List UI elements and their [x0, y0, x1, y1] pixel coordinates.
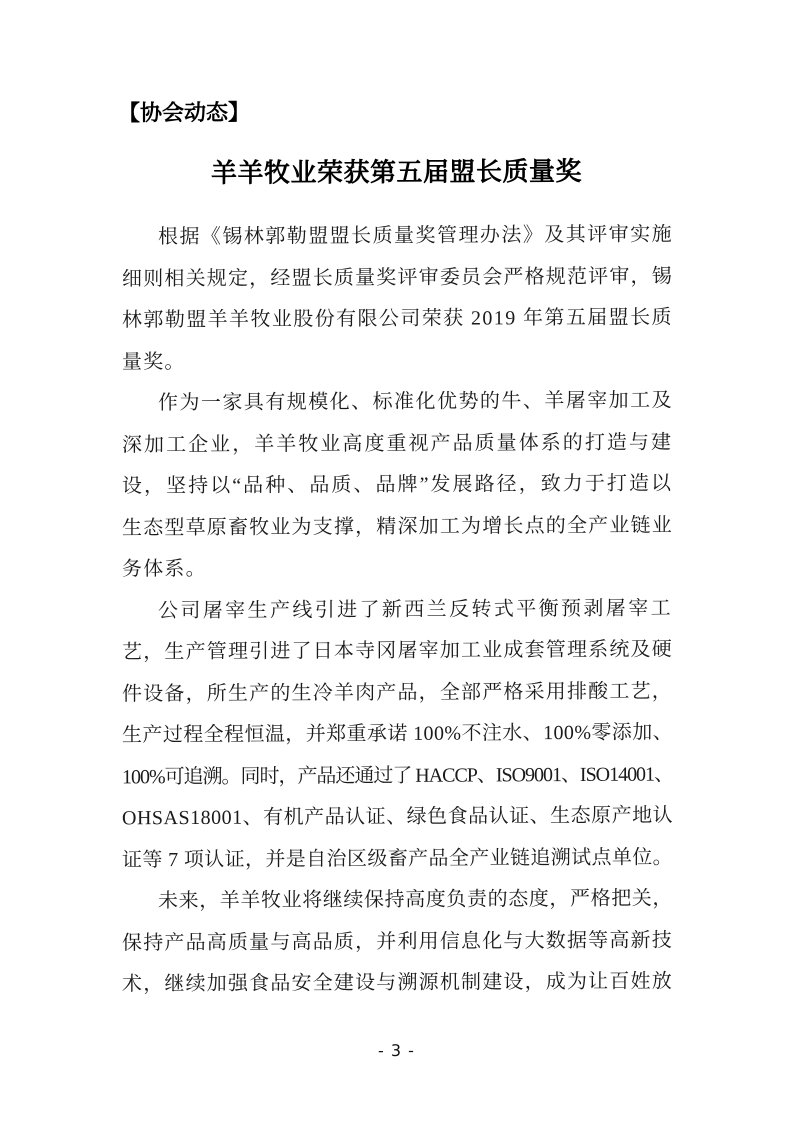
body-line — [122, 878, 673, 922]
body-line-text: 作为一家具有规模化、标准化优势的牛、羊屠宰加工及 — [158, 389, 674, 415]
body-line-text: 公司屠宰生产线引进了新西兰反转式平衡预剥屠宰工 — [158, 596, 673, 622]
body-line — [122, 297, 673, 341]
body-line — [122, 422, 673, 466]
body-line-text: 林郭勒盟羊羊牧业股份有限公司荣获 2019 年第五届盟长质 — [122, 306, 673, 332]
body-line-text: 件设备，所生产的生冷羊肉产品，全部严格采用排酸工艺， — [122, 679, 673, 705]
body-line — [122, 629, 673, 673]
body-line — [122, 256, 673, 300]
article-title: 羊羊牧业荣获第五届盟长质量奖 — [210, 156, 582, 188]
body-line — [122, 505, 673, 549]
body-line — [122, 754, 673, 798]
body-line — [122, 380, 673, 424]
body-line — [122, 920, 673, 964]
body-paragraph — [122, 380, 673, 590]
body-line-text: 术，继续加强食品安全建设与溯源机制建设，成为让百姓放 — [122, 970, 673, 996]
section-header: 【协会动态】 — [118, 99, 251, 126]
article-body — [122, 214, 673, 1005]
body-paragraph — [122, 214, 673, 383]
body-line — [122, 339, 673, 383]
body-line — [122, 671, 673, 715]
body-line-text: 设，坚持以“品种、品质、品牌”发展路径，致力于打造以 — [122, 472, 674, 498]
body-paragraph — [122, 878, 673, 1005]
body-line-text: 深加工企业，羊羊牧业高度重视产品质量体系的打造与建 — [122, 430, 673, 456]
body-line — [122, 588, 673, 632]
body-line-text: 未来，羊羊牧业将继续保持高度负责的态度，严格把关， — [158, 887, 673, 913]
body-paragraph — [122, 588, 673, 881]
page-number: - 3 - — [378, 1040, 415, 1061]
body-line-text: 细则相关规定，经盟长质量奖评审委员会严格规范评审，锡 — [122, 264, 673, 290]
body-line — [122, 214, 673, 258]
body-line — [122, 463, 673, 507]
body-line — [122, 546, 673, 590]
body-line-text: 100%可追溯。同时，产品还通过了 HACCP、ISO9001、ISO14001、 — [122, 762, 673, 788]
body-line — [122, 837, 673, 881]
body-line-text: OHSAS18001、有机产品认证、绿色食品认证、生态原产地认 — [122, 804, 674, 830]
body-line — [122, 961, 673, 1005]
body-line-text: 量奖。 — [122, 350, 186, 373]
body-line-text: 艺，生产管理引进了日本寺冈屠宰加工业成套管理系统及硬 — [122, 638, 673, 664]
body-line-text: 根据《锡林郭勒盟盟长质量奖管理办法》及其评审实施 — [158, 223, 674, 249]
body-line-text: 生态型草原畜牧业为支撑，精深加工为增长点的全产业链业 — [122, 513, 673, 539]
body-line-text: 证等 7 项认证，并是自治区级畜产品全产业链追溯试点单位。 — [122, 845, 674, 871]
body-line — [122, 712, 673, 756]
body-line-text: 务体系。 — [122, 557, 207, 581]
body-line-text: 保持产品高质量与高品质，并利用信息化与大数据等高新技 — [122, 928, 673, 954]
body-line — [122, 795, 673, 839]
body-line-text: 生产过程全程恒温，并郑重承诺 100%不注水、100%零添加、 — [122, 721, 674, 747]
